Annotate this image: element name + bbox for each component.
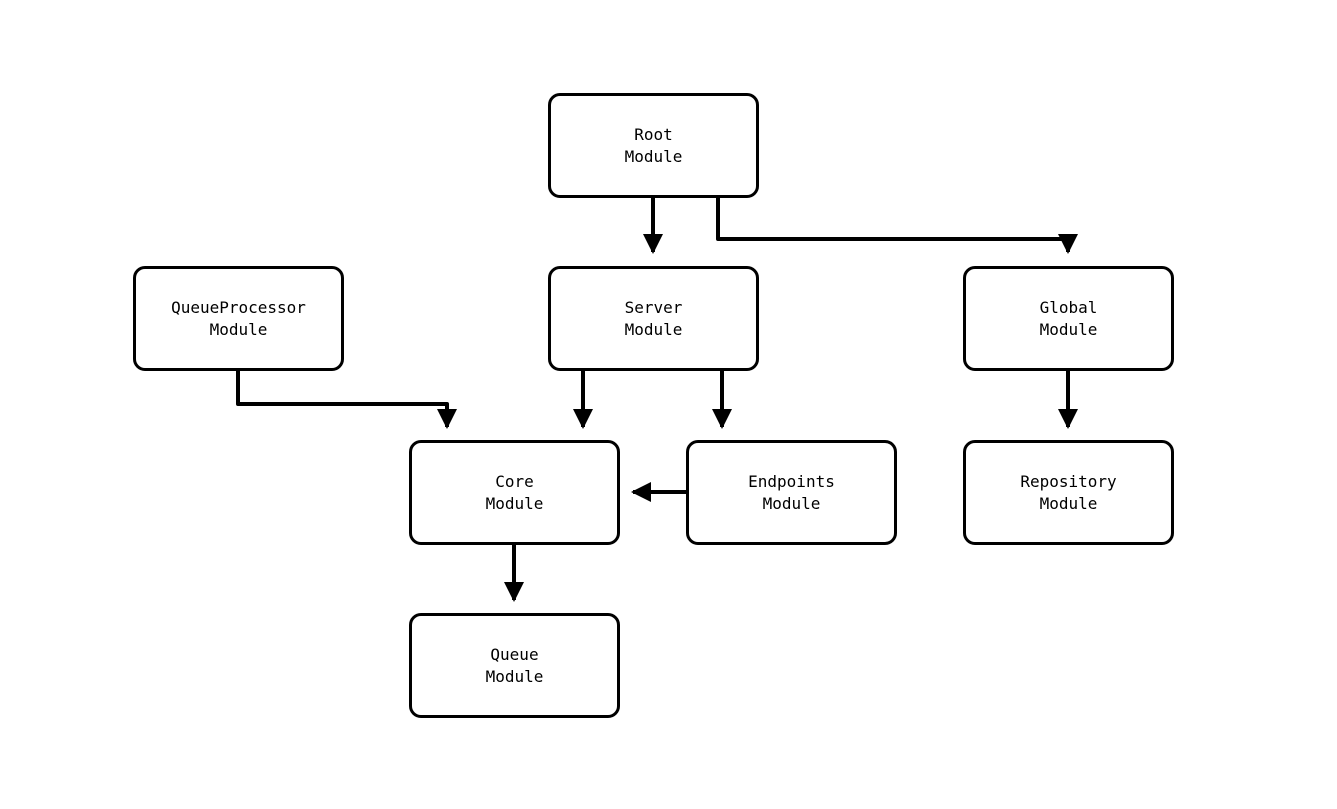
node-repository-module-label-line1: Repository xyxy=(1020,471,1117,491)
node-endpoints-module[interactable] xyxy=(686,440,897,545)
node-queueprocessor-module-label-line1: QueueProcessor xyxy=(171,297,306,317)
node-global-module-label-line1: Global xyxy=(1039,297,1098,317)
node-server-module-label-line2: Module xyxy=(624,319,683,339)
node-queueprocessor-module-label-line2: Module xyxy=(209,319,268,339)
node-endpoints-module-label-line1: Endpoints xyxy=(748,471,835,491)
node-root-module[interactable] xyxy=(548,93,759,198)
node-server-module-label-line1: Server xyxy=(624,297,683,317)
node-core-module[interactable] xyxy=(409,440,620,545)
node-endpoints-module-label-line2: Module xyxy=(762,493,821,513)
node-global-module-label-line2: Module xyxy=(1039,319,1098,339)
node-root-module-label-line2: Module xyxy=(624,146,683,166)
edge-root-to-global xyxy=(718,198,1068,252)
node-global-module[interactable] xyxy=(963,266,1174,371)
node-queue-module-label-line2: Module xyxy=(485,666,544,686)
node-queueprocessor-module[interactable] xyxy=(133,266,344,371)
node-queue-module[interactable] xyxy=(409,613,620,718)
node-root-module-label-line1: Root xyxy=(634,124,673,144)
node-core-module-label-line2: Module xyxy=(485,493,544,513)
node-queue-module-label-line1: Queue xyxy=(490,644,539,664)
node-core-module-label-line1: Core xyxy=(495,471,534,491)
edge-queueprocessor-to-core xyxy=(238,371,447,427)
node-repository-module-label-line2: Module xyxy=(1039,493,1098,513)
node-server-module[interactable] xyxy=(548,266,759,371)
node-repository-module[interactable] xyxy=(963,440,1174,545)
